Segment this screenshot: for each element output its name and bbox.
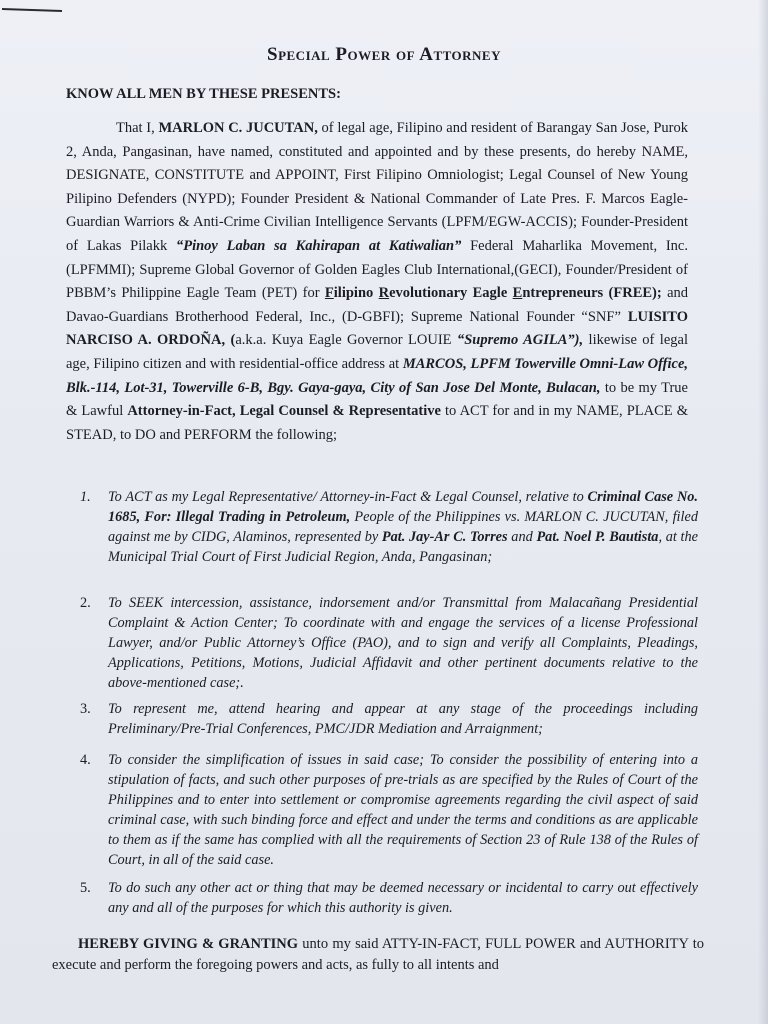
text: a.k.a. Kuya Eagle Governor LOUIE: [235, 332, 457, 349]
closing-paragraph: [52, 934, 704, 976]
text: and Davao-Guardians Brotherhood Federal, Inc., (D-GBFI); Supreme National Founder “SNF”: [66, 285, 689, 325]
list-item: [80, 700, 698, 740]
list-item: [80, 594, 698, 694]
item-number: 4.: [80, 752, 91, 768]
text: Federal Maharlika Movement, Inc. (LPFMMI); Supreme Global Governor of Golden Eagles Club International,(GECI), Founder/President of PBBM’s Philippine Eagle Team (PET) for: [66, 237, 688, 302]
text: evolutionary Eagle: [389, 285, 513, 302]
attorney-role: Attorney-in-Fact, Legal Counsel & Representative: [127, 403, 441, 420]
item-number: 2.: [80, 595, 91, 611]
page-edge-shadow: [758, 0, 768, 1024]
list-item: [80, 488, 698, 568]
free-acronym: (FREE);: [608, 285, 662, 302]
text: to ACT for and in my NAME, PLACE & STEAD, to DO and PERFORM the following;: [66, 403, 689, 443]
list-item: [80, 879, 698, 919]
list-item: [80, 751, 698, 870]
salutation: KNOW ALL MEN BY THESE PRESENTS:: [66, 86, 341, 102]
text: ilipino: [333, 285, 379, 302]
text: ntrepreneurs: [522, 285, 609, 302]
text: to be my True & Lawful: [66, 379, 688, 420]
text: and: [507, 528, 537, 545]
opening-paragraph: [66, 117, 688, 447]
item-text: To SEEK intercession, assistance, indorsement and/or Transmittal from Malacañang Presidential Complaint & Action Center; To coordinate with and engage the services of a license Professional Lawyer, and/or Public Attorney’s Office (PAO), and to sign and verify all Complaints, Pleadings, Applications, Petitions, Motions, Judicial Affidavit and other pertinent documents relative to the above-mentioned case;.: [108, 595, 698, 691]
text: likewise of legal age, Filipino citizen and with residential-office address at: [66, 332, 688, 372]
item-text: To do such any other act or thing that may be deemed necessary or incidental to carry out effectively any and all of the purposes for which this authority is given.: [108, 880, 698, 916]
officer-name: Pat. Jay-Ar C. Torres: [381, 528, 508, 545]
text: of legal age, Filipino and resident of Barangay San Jose, Purok 2, Anda, Pangasinan, have named, constituted and appointed and by these presents, do hereby NAME, DESIGNATE, CONSTITUTE and APPOINT, First Filipino Omniologist; Legal Counsel of New Young Pilipino Defenders (NYPD); Founder President & National Commander of Late Pres. F. Marcos Eagle-Guardian Warriors & Anti-Crime Civilian Intelligence Servants (LPFM/EGW-ACCIS); Founder-President of Lakas Pilakk: [66, 120, 688, 254]
text: unto my said ATTY-IN-FACT, FULL POWER and AUTHORITY to execute and perform the foregoing powers and acts, as fully to all intents and: [52, 936, 704, 973]
item-number: 1.: [80, 489, 91, 505]
attorney-name: LUISITO NARCISO A. ORDOÑA, (: [66, 308, 688, 349]
movement-slogan: “Pinoy Laban sa Kahirapan at Katiwalian”: [175, 237, 462, 254]
item-number: 3.: [80, 701, 91, 717]
attorney-alias: “Supremo AGILA”),: [456, 332, 584, 349]
principal-name: MARLON C. JUCUTAN,: [158, 120, 318, 136]
item-number: 5.: [80, 880, 91, 896]
document-title: Special Power of Attorney: [267, 44, 501, 65]
acronym-letter-e: E: [512, 285, 523, 302]
grant-phrase: HEREBY GIVING & GRANTING: [78, 936, 299, 952]
text: That I,: [116, 120, 159, 136]
item-text: To consider the simplification of issues in said case; To consider the possibility of entering into a stipulation of facts, and such other purposes of pre-trials as are specified by the Rules of Court of the Philippines and to enter into settlement or compromise agreements regarding the civil aspect of said criminal case, with such binding force and effect and under the terms and conditions as are applicable to them as if the same has complied with all the requirements of Section 23 of Rule 138 of the Rules of Court, in all of the said case.: [108, 752, 698, 868]
acronym-letter-r: R: [378, 285, 390, 302]
text: , at the Municipal Trial Court of First Judicial Region, Anda, Pangasinan;: [108, 528, 699, 565]
text: People of the Philippines vs. MARLON C. JUCUTAN, filed against me by CIDG, Alaminos, represented by: [108, 508, 698, 545]
text: To ACT as my Legal Representative/ Attorney-in-Fact & Legal Counsel, relative to: [108, 489, 588, 505]
item-text: To represent me, attend hearing and appear at any stage of the proceedings including Preliminary/Pre-Trial Conferences, PMC/JDR Mediation and Arraignment;: [108, 701, 698, 737]
office-address: MARCOS, LPFM Towerville Omni-Law Office, Blk.-114, Lot-31, Towerville 6-B, Bgy. Gaya-gaya, City of San Jose Del Monte, Bulacan,: [66, 355, 689, 396]
acronym-letter-f: F: [324, 285, 334, 302]
case-reference: Criminal Case No. 1685, For: Illegal Trading in Petroleum,: [108, 489, 698, 525]
officer-name: Pat. Noel P. Bautista: [536, 528, 659, 545]
pen-mark: [2, 8, 62, 12]
